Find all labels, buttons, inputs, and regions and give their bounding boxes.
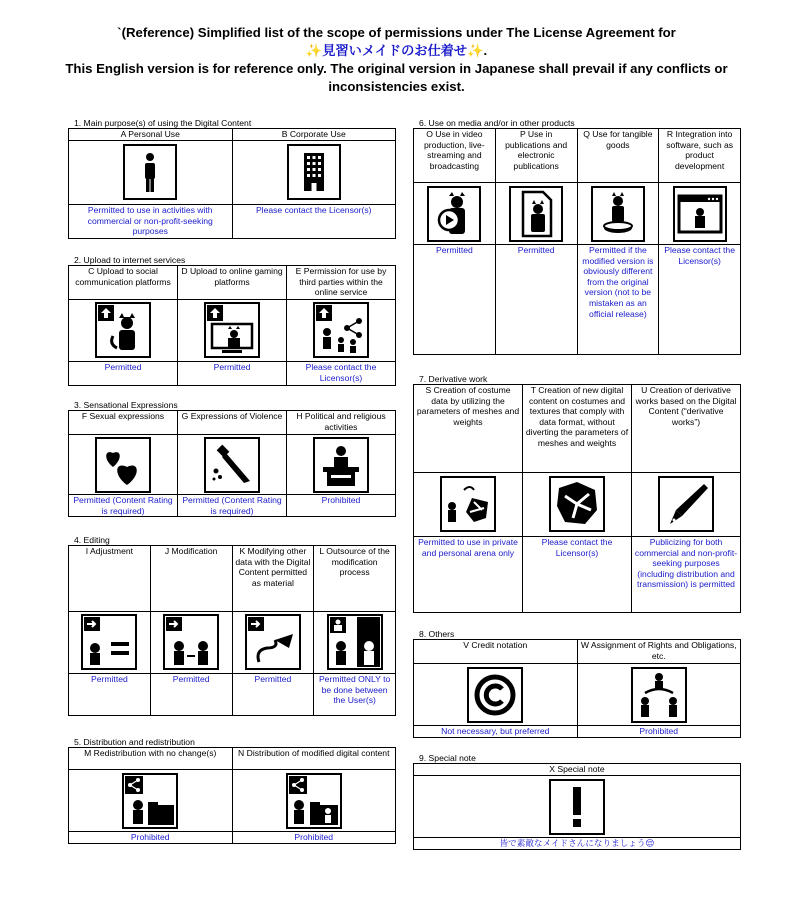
assignment-transfer-icon <box>631 667 687 723</box>
label-credit-notation: V Credit notation <box>414 640 578 664</box>
result-sexual: Permitted (Content Rating is required) <box>69 495 178 517</box>
header-line1: `(Reference) Simplified list of the scope of permissions under The License Agreement for <box>117 25 676 40</box>
section-title: 8. Others <box>419 629 455 639</box>
result-assignment-rights: Prohibited <box>577 726 741 738</box>
outsource-icon <box>327 614 383 670</box>
label-modification: J Modification <box>150 546 232 612</box>
result-modify-other-data: Permitted <box>232 674 314 716</box>
section-title: 9. Special note <box>419 753 476 763</box>
label-upload-social: C Upload to social communication platforms <box>69 266 178 300</box>
upload-social-icon <box>95 302 151 358</box>
section-title: 2. Upload to internet services <box>74 255 186 265</box>
label-personal-use: A Personal Use <box>69 129 233 141</box>
result-political: Prohibited <box>287 495 396 517</box>
product-name: ✨見習いメイドのお仕着せ✨ <box>305 43 484 58</box>
section-distribution <box>68 737 396 844</box>
section-media <box>413 118 741 355</box>
label-sexual: F Sexual expressions <box>69 411 178 435</box>
distribution-modified-icon <box>286 773 342 829</box>
label-violence: G Expressions of Violence <box>178 411 287 435</box>
person-icon <box>123 144 177 200</box>
result-software-integration: Please contact the Licensor(s) <box>659 245 741 355</box>
result-tangible-goods: Permitted if the modified version is obviously different from the original version (not to be mistaken as an official release) <box>577 245 659 355</box>
label-outsource: L Outsource of the modification process <box>314 546 396 612</box>
result-upload-social: Permitted <box>69 362 178 386</box>
result-costume-data: Permitted to use in private and personal arena only <box>414 537 523 613</box>
redistribution-icon <box>122 773 178 829</box>
label-tangible-goods: Q Use for tangible goods <box>577 129 659 183</box>
result-redistribution: Prohibited <box>69 832 233 844</box>
upload-gaming-icon <box>204 302 260 358</box>
result-violence: Permitted (Content Rating is required) <box>178 495 287 517</box>
result-outsource: Permitted ONLY to be done between the User(s) <box>314 674 396 716</box>
copyright-icon <box>467 667 523 723</box>
result-upload-gaming: Permitted <box>178 362 287 386</box>
texture-fabric-icon <box>549 476 605 532</box>
exclamation-icon <box>549 779 605 835</box>
knife-icon <box>204 437 260 493</box>
section-others <box>413 629 741 738</box>
section-derivative <box>413 374 741 613</box>
result-distribution-modified: Prohibited <box>232 832 396 844</box>
label-adjustment: I Adjustment <box>69 546 151 612</box>
building-icon <box>287 144 341 200</box>
section-special-note <box>413 753 741 850</box>
label-software-integration: R Integration into software, such as product development <box>659 129 741 183</box>
section-sensational <box>68 400 396 517</box>
label-redistribution: M Redistribution with no change(s) <box>69 748 233 770</box>
label-corporate-use: B Corporate Use <box>232 129 396 141</box>
pen-nib-icon <box>658 476 714 532</box>
label-special-note: X Special note <box>414 764 741 776</box>
label-video-production: O Use in video production, live-streaming and broadcasting <box>414 129 496 183</box>
label-third-party-use: E Permission for use by third parties within the online service <box>287 266 396 300</box>
section-title: 3. Sensational Expressions <box>74 400 178 410</box>
result-video-production: Permitted <box>414 245 496 355</box>
label-modify-other-data: K Modifying other data with the Digital Content permitted as material <box>232 546 314 612</box>
tangible-goods-icon <box>591 186 645 242</box>
result-derivative-works: Publicizing for both commercial and non-profit-seeking purposes (including distribution and transmission) is permitted <box>632 537 741 613</box>
publication-icon <box>509 186 563 242</box>
label-distribution-modified: N Distribution of modified digital content <box>232 748 396 770</box>
result-personal-use: Permitted to use in activities with commercial or non-profit-seeking purposes <box>69 205 233 239</box>
label-upload-gaming: D Upload to online gaming platforms <box>178 266 287 300</box>
section-title: 6. Use on media and/or in other products <box>419 118 575 128</box>
result-credit-notation: Not necessary, but preferred <box>414 726 578 738</box>
header-line2: This English version is for reference only. The original version in Japanese shall prevail if any conflicts or inconsistencies exist. <box>65 61 728 94</box>
label-assignment-rights: W Assignment of Rights and Obligations, etc. <box>577 640 741 664</box>
result-publications: Permitted <box>495 245 577 355</box>
section-title: 7. Derivative work <box>419 374 488 384</box>
adjustment-icon <box>81 614 137 670</box>
section-main-purpose <box>68 118 396 239</box>
section-title: 5. Distribution and redistribution <box>74 737 195 747</box>
third-party-share-icon <box>313 302 369 358</box>
modify-other-data-icon <box>245 614 301 670</box>
result-adjustment: Permitted <box>69 674 151 716</box>
label-publications: P Use in publications and electronic publications <box>495 129 577 183</box>
section-title: 1. Main purpose(s) of using the Digital Content <box>74 118 252 128</box>
result-third-party-use: Please contact the Licensor(s) <box>287 362 396 386</box>
label-new-digital-content: T Creation of new digital content on costumes and textures that comply with data format, without diverting the parameters of meshes and weights <box>523 385 632 473</box>
label-political: H Political and religious activities <box>287 411 396 435</box>
section-title: 4. Editing <box>74 535 110 545</box>
software-window-icon <box>673 186 727 242</box>
hearts-icon <box>95 437 151 493</box>
label-costume-data: S Creation of costume data by utilizing the parameters of meshes and weights <box>414 385 523 473</box>
modification-icon <box>163 614 219 670</box>
podium-icon <box>313 437 369 493</box>
result-special-note: 皆で素敵なメイドさんになりましょう😌 <box>414 838 741 850</box>
result-modification: Permitted <box>150 674 232 716</box>
section-upload <box>68 255 396 386</box>
section-editing <box>68 535 396 716</box>
costume-data-icon <box>440 476 496 532</box>
label-derivative-works: U Creation of derivative works based on the Digital Content (“derivative works”) <box>632 385 741 473</box>
video-play-icon <box>427 186 481 242</box>
result-corporate-use: Please contact the Licensor(s) <box>232 205 396 239</box>
result-new-digital-content: Please contact the Licensor(s) <box>523 537 632 613</box>
document-header: `(Reference) Simplified list of the scope of permissions under The License Agreement for ✨見習いメイドのお仕着せ✨. This English version is for reference only. The original version in Japanese shall prevail if any conflicts or inconsistencies exist. <box>60 24 733 96</box>
